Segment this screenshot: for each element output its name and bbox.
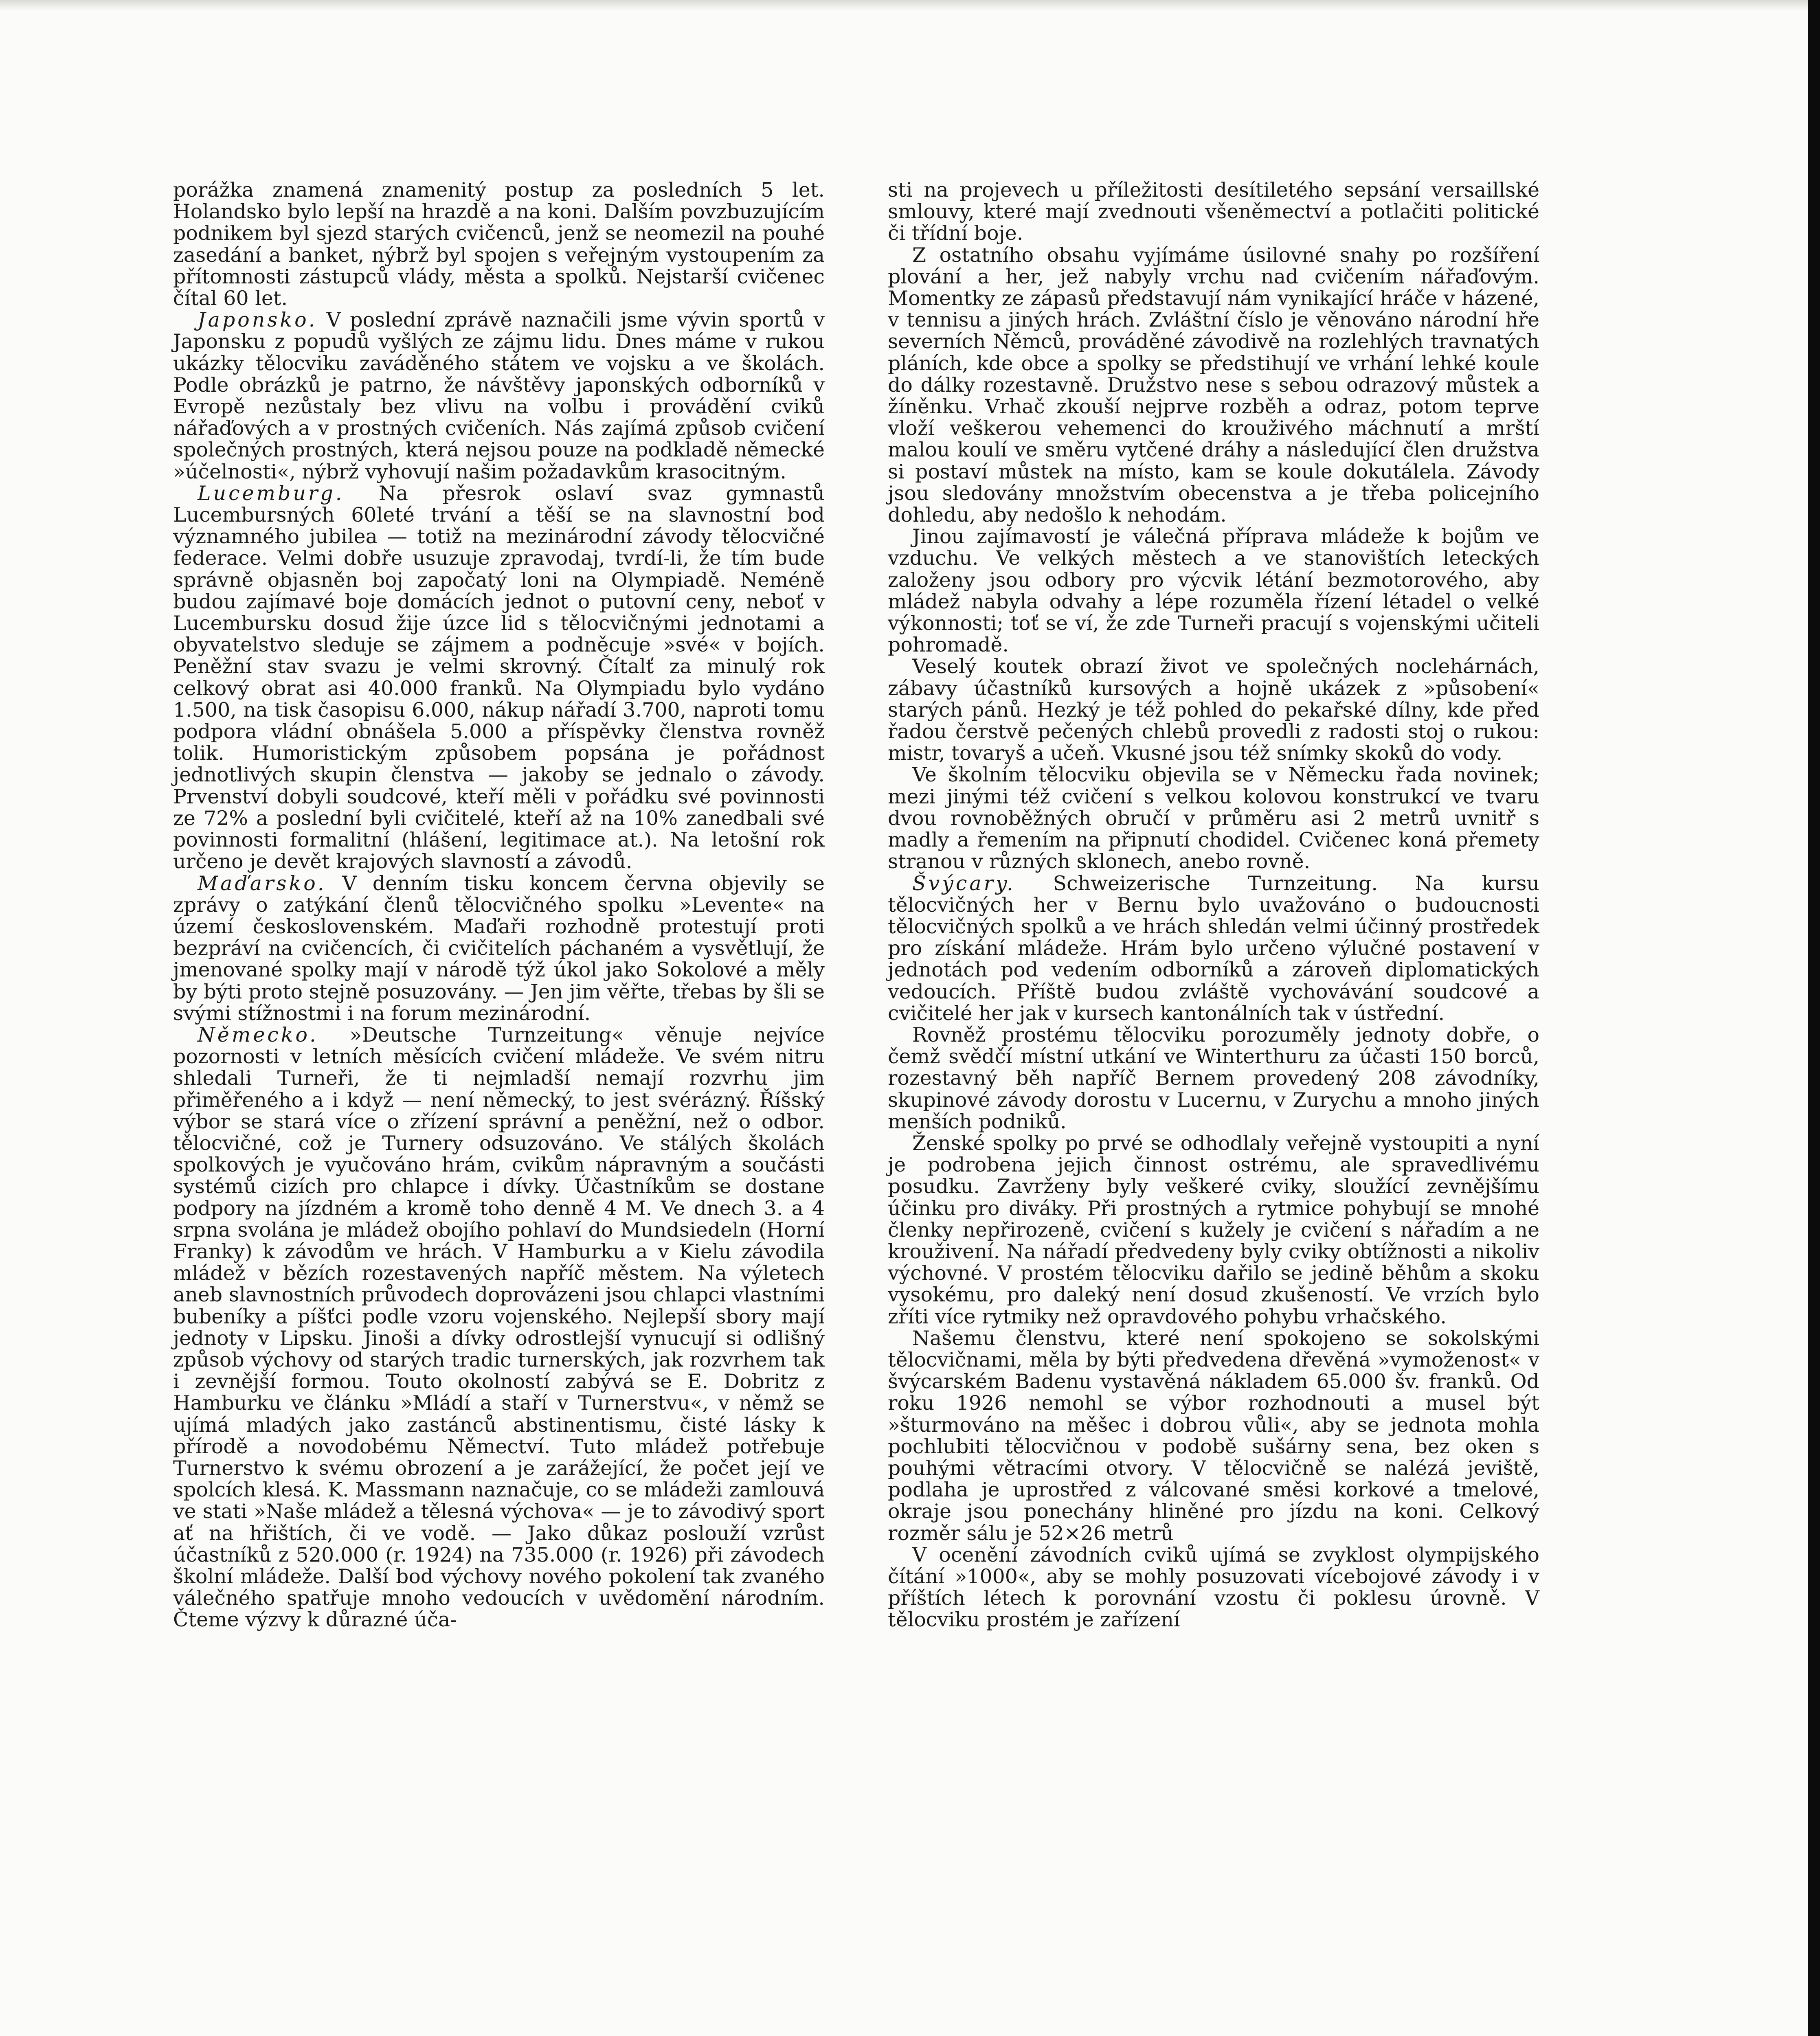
- scan-edge-top: [0, 0, 1820, 11]
- paragraph-text: Ve školním tělocviku objevila se v Německu řada novinek; mezi jinými též cvičení s velkou kolovou konstrukcí ve tvaru dvou rovnoběžných obručí v průměru asi 2 metrů uvnitř s madly a řemením na připnutí chodidel. Cvičenec koná přemety stranou v různých sklonech, anebo rovně.: [888, 763, 1539, 873]
- country-heading: Švýcary.: [912, 871, 1016, 895]
- paragraph-text: Schweizerische Turnzeitung. Na kursu tělocvičných her v Bernu bylo uvažováno o budoucnosti tělocvičných spolků a ve hrách shledán velmi účinný prostředek pro získání mládeže. Hrám bylo určeno výlučné postavení v jednotách pod vedením odborníků a zároveň diplomatických vedoucích. Příště budou zvláště vychovávání soudcové a cvičitelé her jak v kursech kantonálních tak v ústřední.: [888, 871, 1539, 1025]
- paragraph-text: V denním tisku koncem června objevily se zprávy o zatýkání členů tělocvičného spolku »Levente« na území československém. Maďaři rozhodně protestují proti bezpráví na cvičencích, či cvičitelích páchaném a vysvětlují, že jmenované spolky mají v národě týž úkol jako Sokolové a měly by býti proto stejně posuzovány. — Jen jim věřte, třebas by šli se svými stížnostmi i na forum mezinárodní.: [173, 871, 825, 1025]
- right-column-paragraph: [888, 1327, 1539, 1544]
- paragraph-text: sti na projevech u příležitosti desítiletého sepsání versaillské smlouvy, které mají zvednouti všeněmectví a potlačiti politické či třídní boje.: [888, 178, 1539, 245]
- paragraph-text: Našemu členstvu, které není spokojeno se sokolskými tělocvičnami, měla by býti předvedena dřevěná »vymoženost« v švýcarském Badenu vystavěná nákladem 65.000 šv. franků. Od roku 1926 nemohl se výbor rozhodnouti a musel být »šturmováno na měšec i dobrou vůli«, aby se jednota mohla pochlubiti tělocvičnou v podobě sušárny sena, bez oken s pouhými větracími otvory. V tělocvičně se nalézá jeviště, podlaha je uprostřed z válcované směsi korkové a tmelové, okraje jsou ponechány hliněné pro jízdu na koni. Celkový rozměr sálu je 52×26 metrů: [888, 1326, 1539, 1545]
- paragraph-text: Jinou zajímavostí je válečná příprava mládeže k bojům ve vzduchu. Ve velkých městech a ve stanovištích leteckých založeny jsou odbory pro výcvik létání bezmotorového, aby mládež nabyla odvahy a lépe rozuměla řízení létadel o velké výkonnosti; toť se ví, že zde Turneři pracují s vojenskými učiteli pohromadě.: [888, 525, 1539, 657]
- right-column-paragraph: [888, 179, 1539, 244]
- right-column-paragraph: [888, 1132, 1539, 1327]
- right-column-paragraph: [888, 873, 1539, 1024]
- paragraph-text: Z ostatního obsahu vyjímáme úsilovné snahy po rozšíření plování a her, jež nabyly vrchu nad cvičením nářaďovým. Momentky ze zápasů představují nám vynikající hráče v házené, v tennisu a jiných hrách. Zvláštní číslo je věnováno národní hře severních Němců, prováděné závodivě na rozlehlých travnatých pláních, kde obce a spolky se předstihují ve vrhání lehké koule do dálky rozestavně. Družstvo nese s sebou odrazový můstek a žíněnku. Vrhač zkouší nejprve rozběh a odraz, potom teprve vloží veškerou vehemenci do krouživého máchnutí a mrští malou koulí ve směru vytčené dráhy a následující člen družstva si postaví můstek na místo, kam se koule dokutálela. Závody jsou sledovány množstvím obecenstva a je třeba policejního dohledu, aby nedošlo k nehodám.: [888, 243, 1539, 527]
- country-heading: Lucemburg.: [198, 481, 345, 505]
- paragraph-text: V poslední zprávě naznačili jsme vývin sportů v Japonsku z popudů vyšlých ze zájmu lidu. Dnes máme v rukou ukázky tělocviku zaváděného státem ve vojsku a ve školách. Podle obrázků je patrno, že návštěvy japonských odborníků v Evropě nezůstaly bez vlivu na volbu i provádění cviků nářaďových a v prostných cvičeních. Nás zajímá způsob cvičení společných prostných, která nejsou pouze na podkladě německé »účelnosti«, nýbrž vyhovují našim požadavkům krasocitným.: [173, 308, 825, 483]
- right-column-paragraph: [888, 244, 1539, 526]
- left-column-paragraph: [173, 309, 825, 483]
- scan-edge-right: [1808, 0, 1820, 2036]
- country-heading: Německo.: [198, 1023, 318, 1047]
- paragraph-text: V ocenění závodních cviků ujímá se zvyklost olympijského čítání »1000«, aby se mohly posuzovati vícebojové závody i v příštích létech k porovnání vzostu či poklesu úrovně. V tělocviku prostém je zařízení: [888, 1543, 1539, 1632]
- left-column-paragraph: [173, 873, 825, 1024]
- country-heading: Japonsko.: [198, 308, 318, 332]
- paragraph-text: Na přesrok oslaví svaz gymnastů Lucembursných 60leté trvání a těší se na slavnostní bod významného jubilea — totiž na mezinárodní závody tělocvičné federace. Velmi dobře usuzuje zpravodaj, tvrdí-li, že tím bude správně objasněn boj započatý loni na Olympiadě. Neméně budou zajímavé boje domácích jednot o putovní ceny, neboť v Lucembursku dosud žije úzce lid s tělocvičnými jednotami a obyvatelstvo sleduje se zájmem a podněcuje »své« v bojích. Peněžní stav svazu je velmi skrovný. Čítalť za minulý rok celkový obrat asi 40.000 franků. Na Olympiadu bylo vydáno 1.500, na tisk časopisu 6.000, nákup nářadí 3.700, naproti tomu podpora vládní obnášela 5.000 a příspěvky členstva rovněž tolik. Humoristickým způsobem popsána je pořádnost jednotlivých skupin členstva — jakoby se jednalo o závody. Prvenství dobyli soudcové, kteří měli v pořádku své povinnosti ze 72% a poslední byli cvičitelé, kteří až na 10% zanedbali své povinnosti formalitní (hlášení, legitimace at.). Na letošní rok určeno je devět krajových slavností a závodů.: [173, 481, 825, 873]
- left-text-column: [173, 179, 825, 1631]
- left-column-paragraph: [173, 483, 825, 873]
- right-text-column: [888, 179, 1539, 1631]
- paragraph-text: Rovněž prostému tělocviku porozuměly jednoty dobře, o čemž svědčí místní utkání ve Winterthuru za účasti 150 borců, rozestavný běh napříč Bernem provedený 208 závodníky, skupinové závody dorostu v Lucernu, v Zurychu a mnoho jiných menších podniků.: [888, 1023, 1539, 1133]
- paragraph-text: porážka znamená znamenitý postup za posledních 5 let. Holandsko bylo lepší na hrazdě a na koni. Dalším povzbuzujícím podnikem byl sjezd starých cvičenců, jenž se neomezil na pouhé zasedání a banket, nýbrž byl spojen s veřejným vystoupením za přítomnosti zástupců vlády, města a spolků. Nejstarší cvičenec čítal 60 let.: [173, 178, 825, 310]
- paragraph-text: »Deutsche Turnzeitung« věnuje nejvíce pozornosti v letních měsících cvičení mládeže. Ve svém nitru shledali Turneři, že ti nejmladší nemají rozvrhu jim přiměřeného a i když — není německý, to jest svérázný. Říšský výbor se stará více o zřízení správní a peněžní, než o odbor. tělocvičné, což je Turnery odsuzováno. Ve stálých školách spolkových je vyučováno hrám, cvikům nápravným a součásti systémů cizích pro chlapce i dívky. Účastníkům se dostane podpory na jízdném a kromě toho denně 4 M. Ve dnech 3. a 4 srpna svolána je mládež obojího pohlaví do Mundsiedeln (Horní Franky) k závodům ve hrách. V Hamburku a v Kielu závodila mládež v bězích rozestavených napříč městem. Na výletech aneb slavnostních průvodech doprovázeni jsou chlapci vlastními bubeníky a píšťci podle vzoru vojenského. Nejlepší sbory mají jednoty v Lipsku. Jinoši a dívky odrostlejší vynucují si odlišný způsob výchovy od starých tradic turnerských, jak rozvrhem tak i zevnější formou. Touto okolností zabývá se E. Dobritz z Hamburku ve článku »Mládí a staří v Turnerstvu«, v němž se ujímá mladých jako zastánců abstinentismu, čisté lásky k přírodě a novodobému Němectví. Tuto mládež potřebuje Turnerstvo k svému obrození a je zarážející, že počet její ve spolcích klesá. K. Massmann naznačuje, co se mládeži zamlouvá ve stati »Naše mládež a tělesná výchova« — je to závodivý sport ať na hřištích, či ve vodě. — Jako důkaz poslouží vzrůst účastníků z 520.000 (r. 1924) na 735.000 (r. 1926) při závodech školní mládeže. Další bod výchovy nového pokolení tak zvaného válečného spatřuje mnoho vedoucích v uvědomění národním. Čteme výzvy k důrazné úča-: [173, 1023, 825, 1632]
- right-column-paragraph: [888, 1544, 1539, 1631]
- paragraph-text: Veselý koutek obrazí život ve společných noclehárnách, zábavy účastníků kursových a hojně ukázek z »působení« starých pánů. Hezký je též pohled do pekařské dílny, kde před řadou čerstvě pečených chlebů provedli z radosti stoj o rukou: mistr, tovaryš a učeň. Vkusné jsou též snímky skoků do vody.: [888, 655, 1539, 765]
- right-column-paragraph: [888, 656, 1539, 764]
- right-column-paragraph: [888, 1024, 1539, 1132]
- paragraph-text: Ženské spolky po prvé se odhodlaly veřejně vystoupiti a nyní je podrobena jejich činnost ostrému, ale spravedlivému posudku. Zavrženy byly veškeré cviky, sloužící zevnějšímu účinku pro diváky. Při prostných a rytmice pohybují se mnohé členky nepřirozeně, cvičení s kužely je cvičení s nářadím a ne krouživení. Na nářadí předvedeny byly cviky obtížnosti a nikoliv výchovné. V prostém tělocviku dařilo se jedině běhům a skoku vysokému, pro daleký není dosud zkušeností. Ve vrzích bylo zříti více rytmiky než opravdového pohybu vrhačského.: [888, 1131, 1539, 1328]
- left-column-paragraph: [173, 1024, 825, 1631]
- left-column-paragraph: [173, 179, 825, 309]
- right-column-paragraph: [888, 526, 1539, 656]
- right-column-paragraph: [888, 764, 1539, 872]
- country-heading: Maďarsko.: [198, 871, 327, 895]
